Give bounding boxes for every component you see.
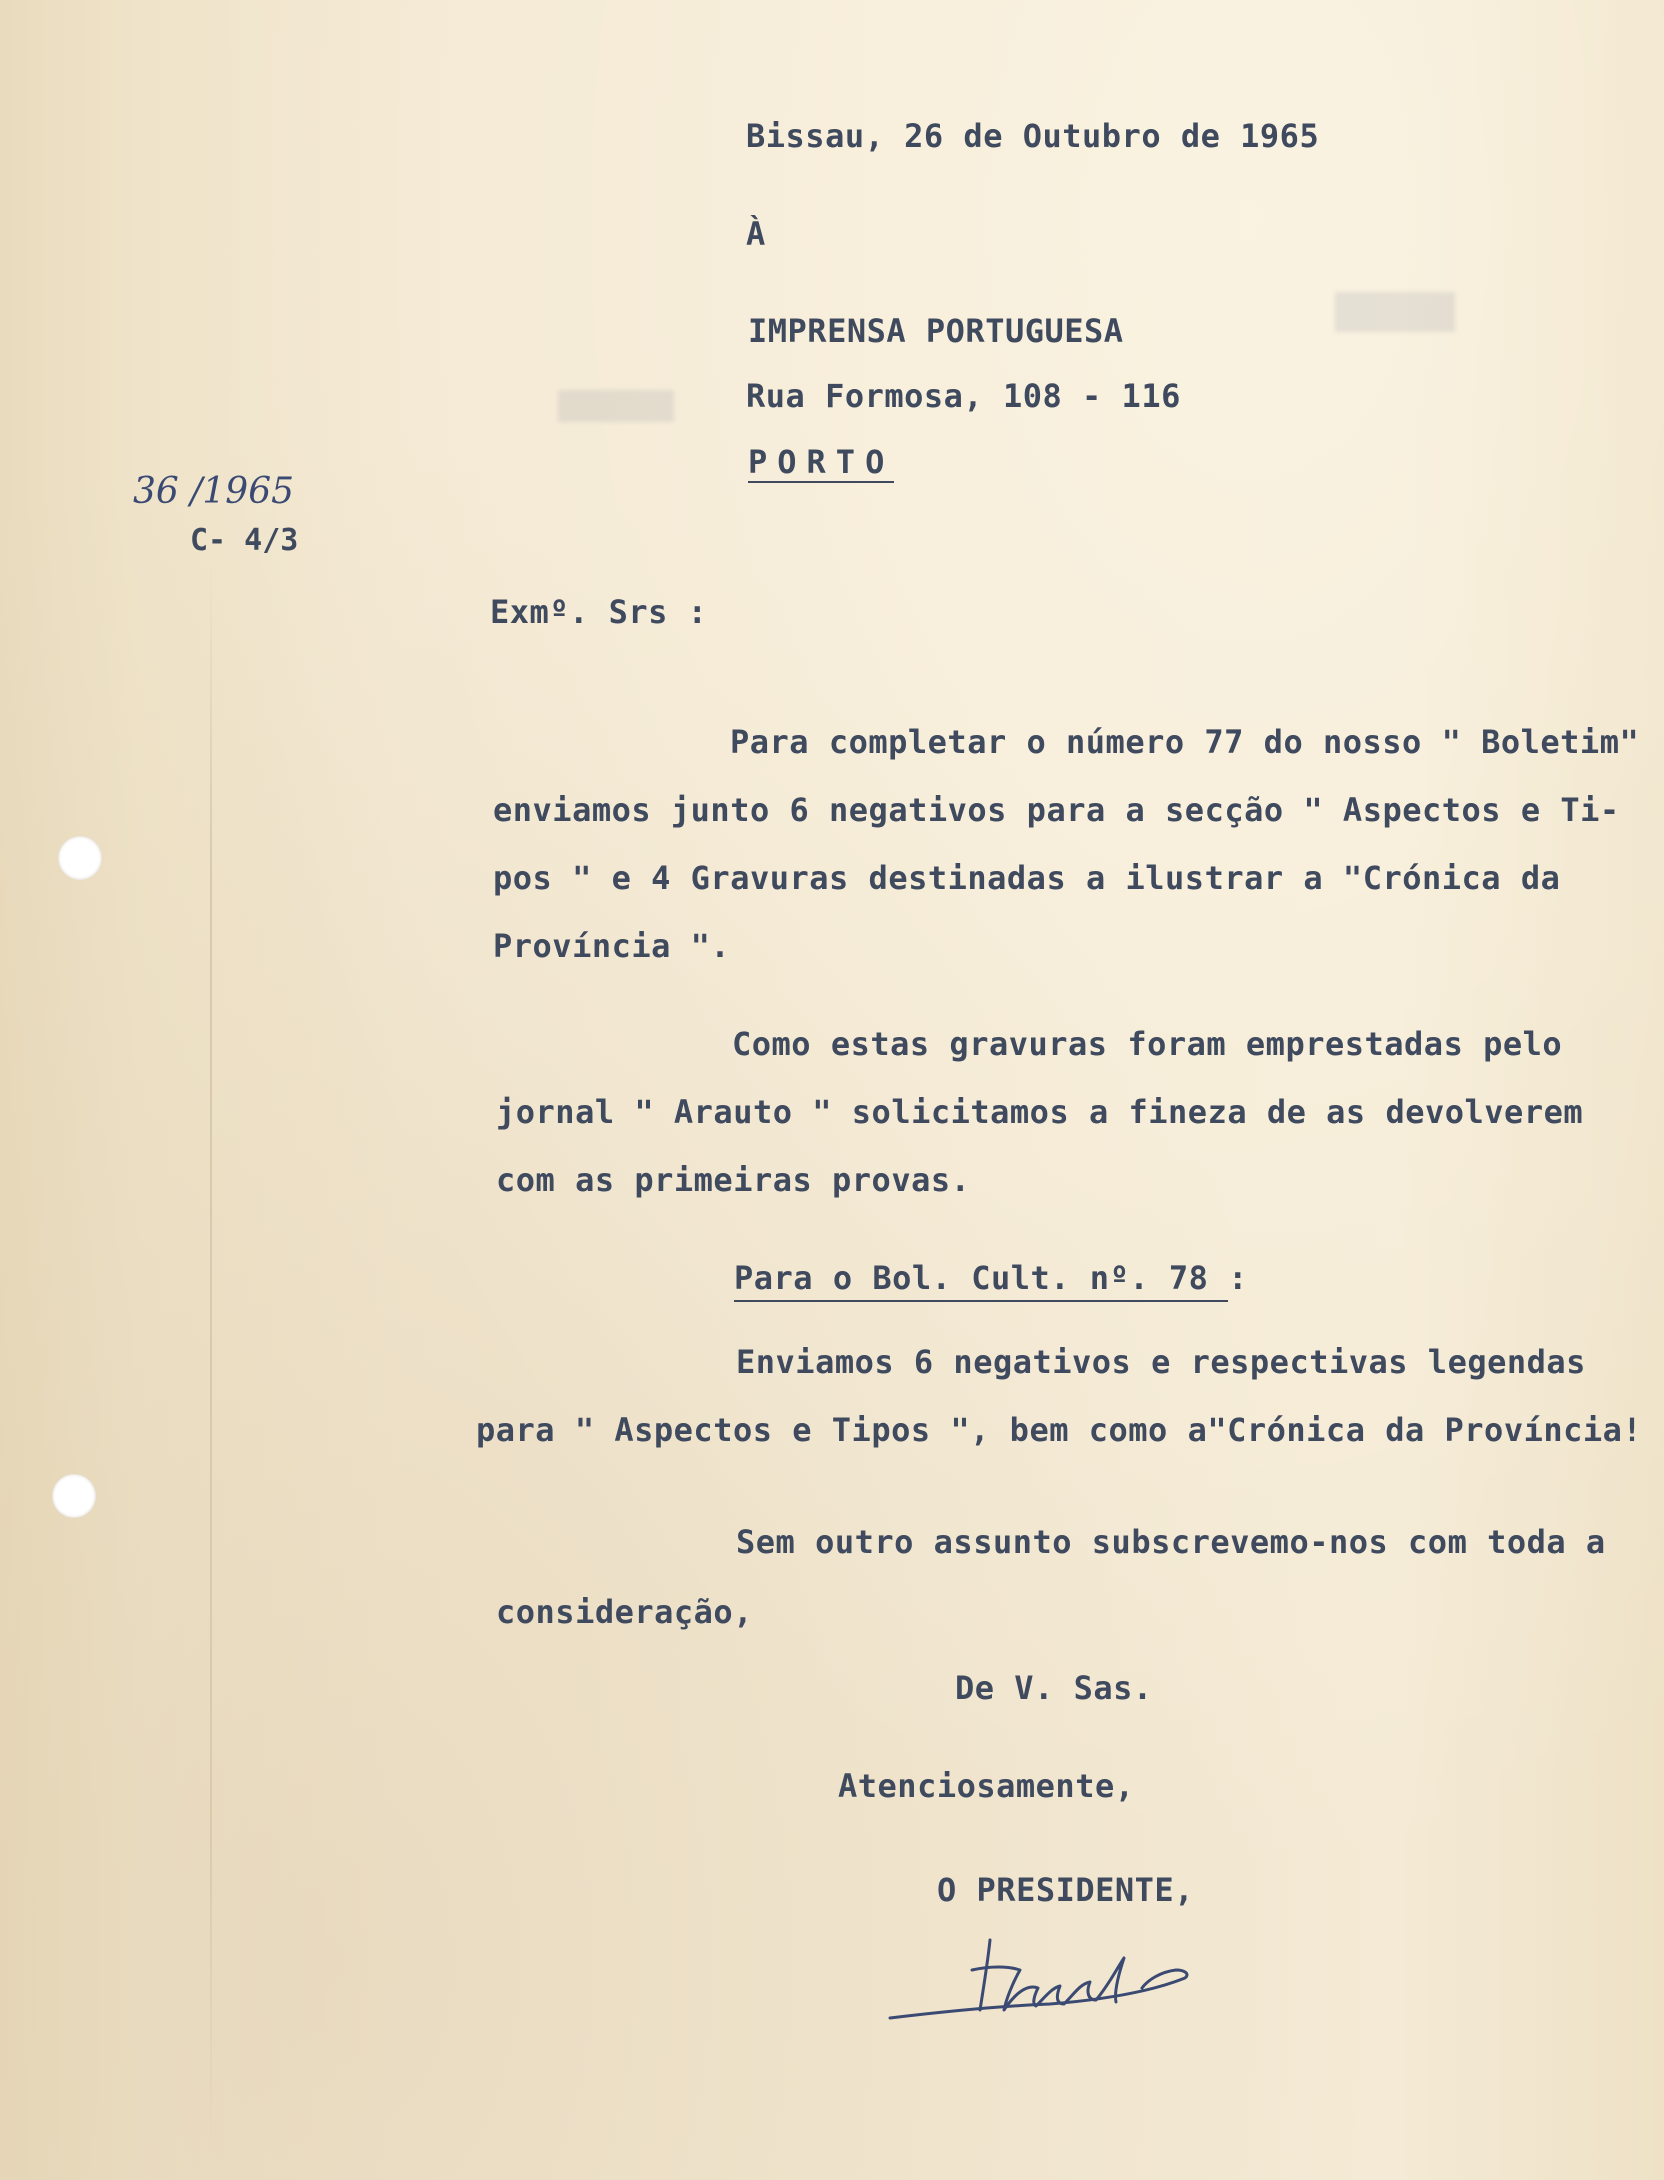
paragraph-line: Para completar o número 77 do nosso " Boletim" (730, 723, 1640, 761)
recipient-name: IMPRENSA PORTUGUESA (748, 312, 1124, 350)
handwritten-signature (880, 1900, 1200, 2050)
to-marker: À (746, 215, 766, 253)
paragraph-line: enviamos junto 6 negativos para a secção " Aspectos e Ti- (493, 791, 1620, 829)
punch-hole-top (58, 836, 102, 880)
punch-hole-bottom (52, 1474, 96, 1518)
closing-line: De V. Sas. (955, 1669, 1153, 1707)
section-heading-line (734, 1259, 1248, 1297)
reference-code: C- 4/3 (190, 523, 299, 558)
paragraph-line: jornal " Arauto " solicitamos a fineza de as devolverem (496, 1093, 1584, 1131)
salutation: Exmº. Srs : (490, 593, 708, 631)
paragraph-line: Como estas gravuras foram emprestadas pelo (732, 1025, 1563, 1063)
section-heading-colon: : (1228, 1259, 1248, 1297)
paper-fold-line (210, 560, 212, 2160)
recipient-city: PORTO (748, 443, 895, 481)
paragraph-line: pos " e 4 Gravuras destinadas a ilustrar a "Crónica da (493, 859, 1561, 897)
ink-smudge (558, 390, 674, 422)
ink-smudge (1335, 292, 1455, 332)
recipient-street: Rua Formosa, 108 - 116 (746, 377, 1181, 415)
paragraph-line: Província ". (493, 927, 731, 965)
signatory-title: O PRESIDENTE, (937, 1871, 1194, 1909)
paragraph-line: Sem outro assunto subscrevemo-nos com toda a (736, 1523, 1606, 1561)
paragraph-line: consideração, (496, 1593, 753, 1631)
paragraph-line: para " Aspectos e Tipos ", bem como a"Crónica da Província! (476, 1411, 1643, 1449)
reference-number: 36 /1965 (133, 471, 294, 512)
date-line: Bissau, 26 de Outubro de 1965 (746, 117, 1320, 155)
section-heading: Para o Bol. Cult. nº. 78 (734, 1259, 1228, 1302)
paragraph-line: Enviamos 6 negativos e respectivas legendas (736, 1343, 1586, 1381)
paragraph-line: com as primeiras provas. (496, 1161, 971, 1199)
closing-line: Atenciosamente, (838, 1767, 1135, 1805)
